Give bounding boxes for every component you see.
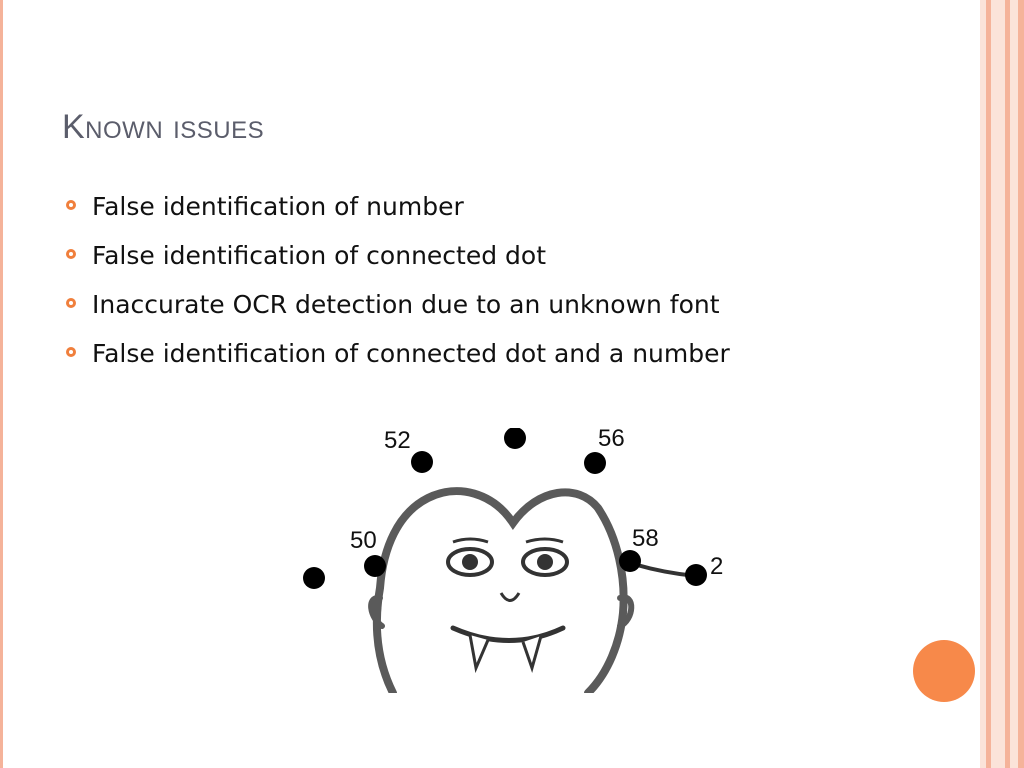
bullet-item bbox=[64, 237, 730, 286]
bullet-item bbox=[64, 335, 730, 384]
bullet-circle-icon bbox=[66, 347, 76, 357]
dot-to-dot-vampire-image bbox=[298, 428, 738, 693]
vampire-face-drawing bbox=[298, 428, 738, 693]
slide-title: Known issues bbox=[62, 108, 265, 146]
left-edge-stripe bbox=[0, 0, 3, 768]
bullet-circle-icon bbox=[66, 200, 76, 210]
dot-label-2: 2 bbox=[710, 553, 724, 580]
bullet-text: Inaccurate OCR detection due to an unknown font bbox=[92, 290, 720, 319]
dot-label-50: 50 bbox=[350, 527, 377, 554]
bullet-list bbox=[64, 188, 730, 384]
bullet-text: False identification of number bbox=[92, 192, 464, 221]
dot-label-56: 56 bbox=[598, 428, 625, 452]
decorative-right-stripes bbox=[980, 0, 1024, 768]
bullet-text: False identification of connected dot and a number bbox=[92, 339, 730, 368]
bullet-circle-icon bbox=[66, 249, 76, 259]
slide-nav-circle-button[interactable] bbox=[913, 640, 975, 702]
bullet-item bbox=[64, 188, 730, 237]
bullet-item bbox=[64, 286, 730, 335]
bullet-circle-icon bbox=[66, 298, 76, 308]
bullet-text: False identification of connected dot bbox=[92, 241, 547, 270]
dot-label-58: 58 bbox=[632, 525, 659, 552]
dot-label-52: 52 bbox=[384, 428, 411, 454]
